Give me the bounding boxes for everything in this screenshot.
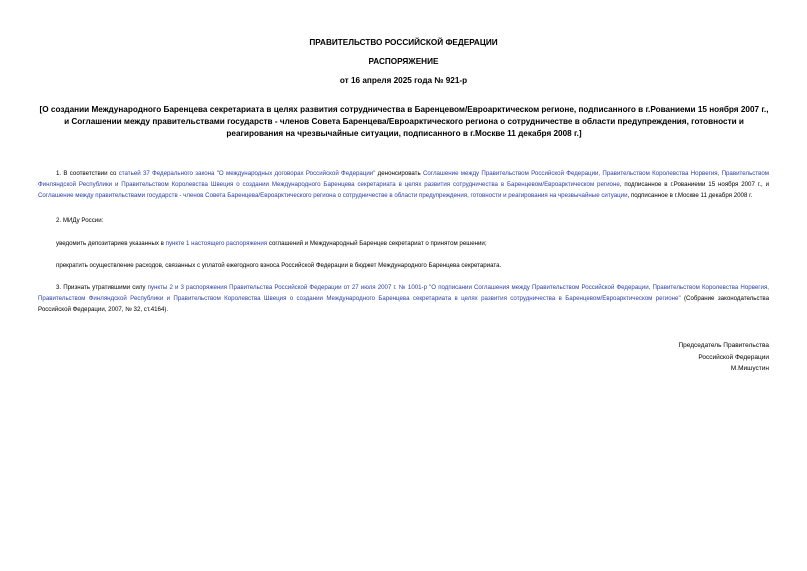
paragraph-1-text-b: денонсировать xyxy=(375,170,423,177)
emergency-agreement-link[interactable]: Соглашение между правительствами государств - членов Совета Баренцева/Евроарктического региона о сотрудничестве в области предупреждения, готовности и реагирования на чрезвычайные ситуации xyxy=(38,192,628,200)
paragraph-2-item-1-text-a: уведомить депозитариев указанных в xyxy=(56,240,166,247)
order-1001-link[interactable]: пункты 2 и 3 распоряжения Правительства Российской Федерации от 27 июля 2007 г. № 1001-р "О подписании Соглашения между Правительством Российской Федерации, Правительством Королевства Норвегия, Правительством Финляндской Республики и Правительством Королевства Швеция о создании Международного Баренцева секретариата в целях развития сотрудничества в Баренцевом/Евроарктическом регионе" xyxy=(38,284,769,303)
paragraph-2-item-1 xyxy=(56,238,487,249)
paragraph-3-text-b: (Собрание законодательства Российской Федерации, 2007, № 32, ст.4164). xyxy=(38,295,769,314)
paragraph-1 xyxy=(38,168,769,202)
signature-name: М.Мишустин xyxy=(730,365,769,372)
signature-organization: Российской Федерации xyxy=(698,353,769,361)
paragraph-1-text-c: , подписанное в г.Рованиеми 15 ноября 2007 г., и xyxy=(619,181,769,189)
paragraph-3-text-a: 3. Признать утратившими силу xyxy=(56,284,148,291)
government-title: ПРАВИТЕЛЬСТВО РОССИЙСКОЙ ФЕДЕРАЦИИ xyxy=(309,38,498,47)
signature-position: Председатель Правительства xyxy=(678,342,769,349)
signature-block xyxy=(678,340,769,375)
document-subject: [О создании Международного Баренцева секретариата в целях развития сотрудничества в Баренцевом/Евроарктическом регионе, подписанного в г.Рованиеми 15 ноября 2007 г., и Соглашении между правительствами государств - членов Совета Баренцева/Евроарктического региона о сотрудничестве в области предупреждения, готовности и реагирования на чрезвычайные ситуации, подписанного в г.Москве 11 декабря 2008 г.] xyxy=(39,105,769,138)
law-article-link[interactable]: статьей 37 Федерального закона "О международных договорах Российской Федерации" xyxy=(118,170,376,177)
paragraph-1-reference-link[interactable]: пункте 1 настоящего распоряжения xyxy=(165,240,268,247)
paragraph-2-title: 2. МИДу России: xyxy=(56,217,104,224)
document-type: РАСПОРЯЖЕНИЕ xyxy=(368,57,439,66)
paragraph-2-item-1-text-b: соглашений и Международный Баренцев секретариат о принятом решении; xyxy=(267,240,487,247)
secretariat-agreement-link[interactable]: Соглашение между Правительством Российской Федерации, Правительством Королевства Норвегия, Правительством Финляндской Республики и Правительством Королевства Швеция о создании Международного Баренцева секретариата в целях развития сотрудничества в Баренцевом/Евроарктическом регионе xyxy=(38,170,769,189)
paragraph-1-text-d: , подписанное в г.Москве 11 декабря 2008 г. xyxy=(627,192,753,200)
document-date-number: от 16 апреля 2025 года № 921-р xyxy=(339,76,468,85)
paragraph-1-text-a: 1. В соответствии со xyxy=(56,170,119,177)
paragraph-3 xyxy=(38,282,769,316)
paragraph-2-item-2: прекратить осуществление расходов, связанных с уплатой ежегодного взноса Российской Федерации в бюджет Международного Баренцева секретариата. xyxy=(56,262,502,269)
